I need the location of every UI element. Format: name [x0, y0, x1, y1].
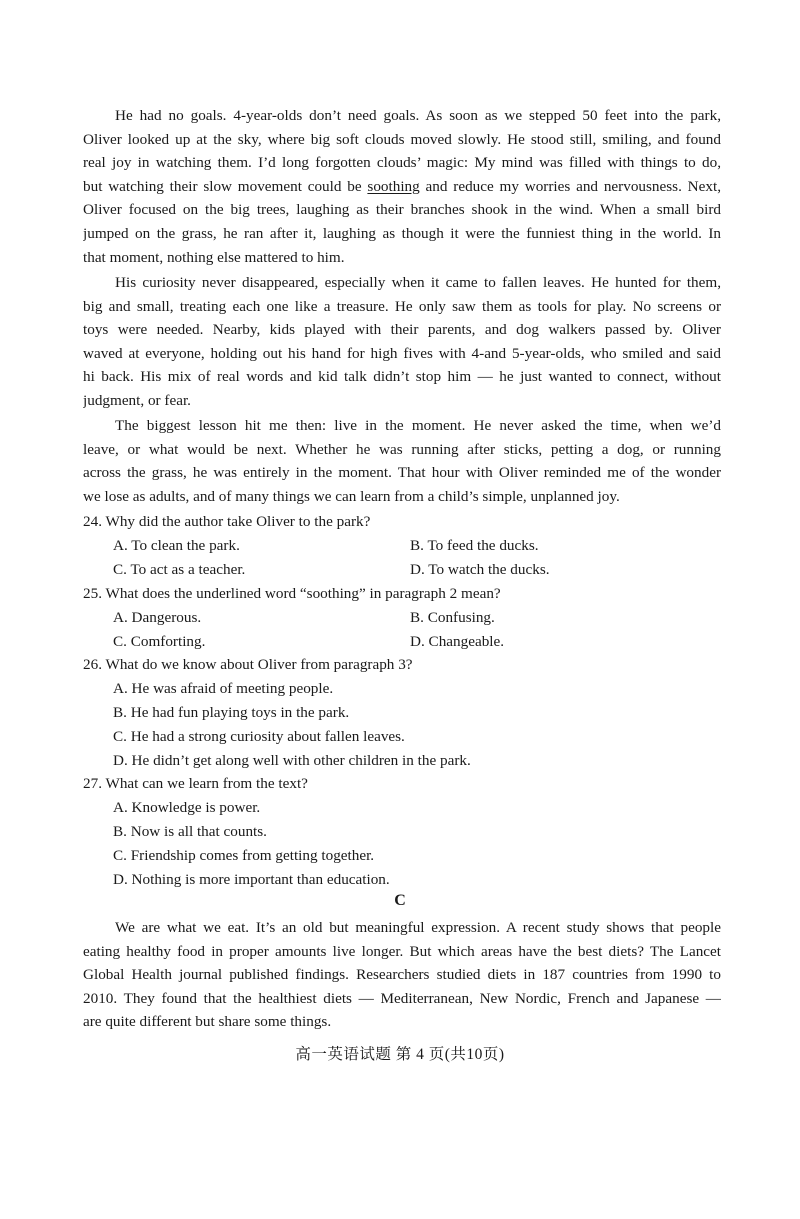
question-26-option-d[interactable]: D. He didn’t get along well with other children in the park.: [113, 752, 471, 769]
question-24-option-b[interactable]: B. To feed the ducks.: [410, 537, 539, 554]
question-27-option-c[interactable]: C. Friendship comes from getting together.: [113, 847, 375, 864]
question-26-option-c[interactable]: C. He had a strong curiosity about fallen leaves.: [113, 728, 405, 745]
question-24-option-c[interactable]: C. To act as a teacher.: [113, 561, 246, 578]
question-26-option-b[interactable]: B. He had fun playing toys in the park.: [113, 704, 350, 721]
text-line: Global Health journal published findings. Researchers studied diets in 187 countries from 1990 to: [83, 966, 721, 984]
question-25-stem: 25. What does the underlined word “soothing” in paragraph 2 mean?: [83, 585, 501, 602]
underlined-word: soothing: [367, 177, 420, 195]
text-line: across the grass, he was entirely in the moment. That hour with Oliver reminded me of the wonder: [83, 464, 721, 482]
question-27-option-a[interactable]: A. Knowledge is power.: [113, 799, 261, 816]
text-line: waved at everyone, holding out his hand for high fives with 4-and 5-year-olds, who smiled and said: [83, 344, 721, 362]
text-line: Oliver looked up at the sky, where big soft clouds moved slowly. He stood still, smiling, and found: [83, 130, 721, 148]
text-line: He had no goals. 4-year-olds don’t need goals. As soon as we stepped 50 feet into the park,: [115, 107, 721, 124]
paragraph-1: [83, 104, 721, 269]
passage-c: [83, 916, 721, 1034]
text-line: leave, or what would be next. Whether he was running after sticks, petting a dog, or running: [83, 440, 721, 458]
paragraph-3: [83, 414, 721, 508]
text-line: We are what we eat. It’s an old but meaningful expression. A recent study shows that people: [115, 919, 721, 936]
question-24-option-a[interactable]: A. To clean the park.: [113, 537, 240, 554]
question-24-stem: 24. Why did the author take Oliver to the park?: [83, 513, 371, 530]
text-line: Oliver focused on the big trees, laughing as their branches shook in the wind. When a small bird: [83, 201, 721, 219]
question-27-option-b[interactable]: B. Now is all that counts.: [113, 823, 267, 840]
question-26-option-a[interactable]: A. He was afraid of meeting people.: [113, 680, 334, 697]
text-line: big and small, treating each one like a treasure. He only saw them as tools for play. No screens or: [83, 297, 721, 315]
question-25-option-d[interactable]: D. Changeable.: [410, 633, 505, 650]
text-line: toys were needed. Nearby, kids played with their parents, and dog walkers passed by. Oliver: [83, 321, 721, 339]
question-25-option-c[interactable]: C. Comforting.: [113, 633, 206, 650]
text-line: hi back. His mix of real words and kid talk didn’t stop him — he just wanted to connect, without: [83, 368, 721, 386]
text-line: eating healthy food in proper amounts live longer. But which areas have the best diets? The Lancet: [83, 942, 721, 960]
text-line: 2010. They found that the healthiest diets — Mediterranean, New Nordic, French and Japanese —: [83, 989, 721, 1007]
question-26-stem: 26. What do we know about Oliver from paragraph 3?: [83, 656, 413, 673]
text-fragment: and reduce my worries and nervousness. Next,: [419, 177, 721, 195]
question-25-option-b[interactable]: B. Confusing.: [410, 609, 495, 626]
text-line: judgment, or fear.: [83, 391, 191, 409]
text-fragment: but watching their slow movement could be: [83, 177, 368, 195]
text-line: we lose as adults, and of many things we can learn from a child’s simple, unplanned joy.: [83, 487, 620, 505]
question-24-option-d[interactable]: D. To watch the ducks.: [410, 561, 550, 578]
page-footer: 高一英语试题 第 4 页(共10页): [295, 1046, 505, 1063]
question-27-stem: 27. What can we learn from the text?: [83, 775, 308, 792]
text-line: [83, 175, 721, 199]
text-line: are quite different but share some things.: [83, 1013, 332, 1031]
text-line: The biggest lesson hit me then: live in the moment. He never asked the time, when we’d: [115, 417, 721, 434]
text-line: that moment, nothing else mattered to him.: [83, 248, 345, 266]
question-25-option-a[interactable]: A. Dangerous.: [113, 609, 202, 626]
text-line: real joy in watching them. I’d long forgotten clouds’ magic: My mind was filled with things to do,: [83, 154, 721, 172]
question-27-option-d[interactable]: D. Nothing is more important than education.: [113, 871, 390, 888]
text-line: His curiosity never disappeared, especially when it came to fallen leaves. He hunted for them,: [115, 274, 721, 291]
text-line: jumped on the grass, he ran after it, laughing as though it were the funniest thing in the world. In: [83, 224, 721, 242]
section-heading: C: [394, 892, 406, 909]
paragraph-2: [83, 271, 721, 413]
